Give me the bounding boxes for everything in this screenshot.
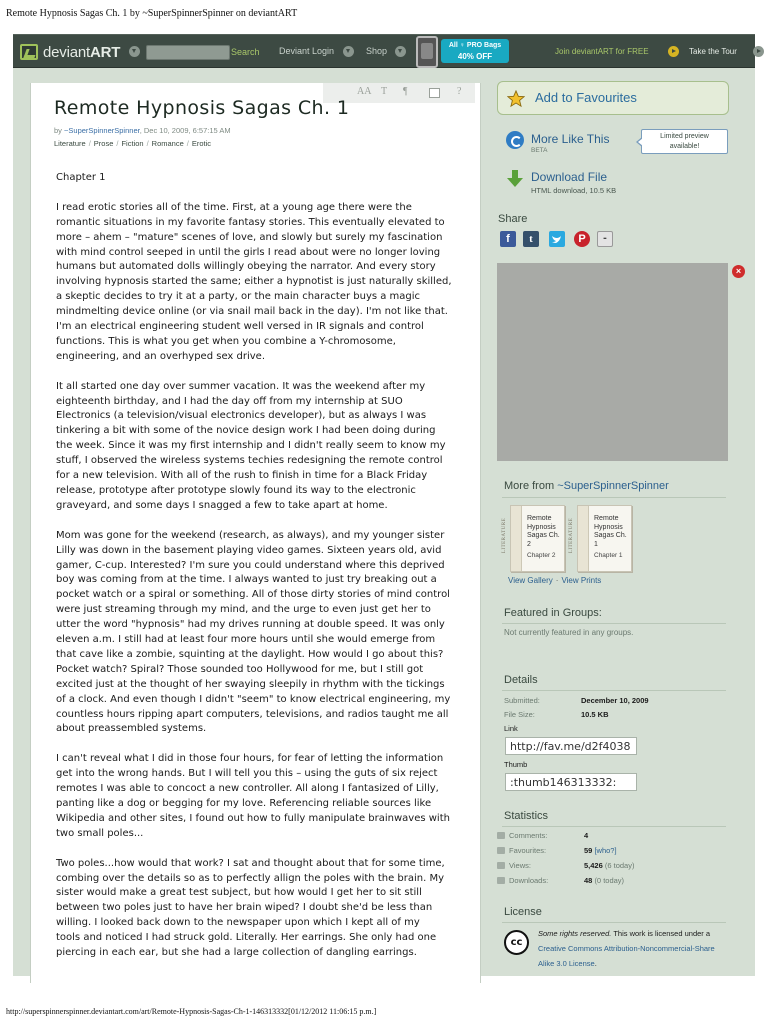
help-tool[interactable]: ? — [457, 86, 462, 97]
view-gallery-link[interactable]: View Gallery — [508, 576, 553, 585]
story-paragraph — [56, 529, 476, 738]
submitted-label: Submitted: — [504, 696, 540, 705]
divider — [502, 826, 726, 827]
author-link[interactable]: ~SuperSpinnerSpinner — [64, 126, 140, 135]
story-text — [56, 171, 476, 976]
category-link[interactable]: Erotic — [191, 139, 212, 148]
story-line: I read erotic stories all of the time. First, at a young age there were the — [56, 201, 412, 213]
submitted-value: December 10, 2009 — [581, 696, 649, 705]
story-line: tinkering a bit with some of the novice design work I had been doing during — [56, 425, 436, 437]
story-line: the week. Since it was my first internship and I didn't really seem to know my — [56, 440, 446, 452]
print-footer: http://superspinnerspinner.deviantart.com/art/Remote-Hypnosis-Sagas-Ch-1-146313332[01/12/2012 11:06:15 p.m.] — [6, 1007, 377, 1016]
paragraph-tool[interactable]: ¶ — [403, 86, 408, 97]
divider — [502, 690, 726, 691]
creative-commons-icon: cc — [504, 930, 529, 955]
who-faved-link[interactable]: [who?] — [594, 846, 617, 855]
limited-preview-tooltip — [641, 129, 728, 154]
thumbnail-spine: LITERATURE — [578, 506, 589, 571]
short-link-field[interactable]: http://fav.me/d2f4038 — [505, 737, 637, 755]
favourites-value: 59 [who?] — [584, 846, 617, 855]
story-line: I can't reveal what I did in those four hours, for fear of letting the information — [56, 753, 444, 765]
join-link[interactable]: Join deviantART for FREE — [555, 47, 649, 56]
chevron-down-icon[interactable] — [343, 46, 354, 57]
story-line: Wikipedia and other sites, I found out how to fully manipulate brainwaves with — [56, 812, 450, 824]
promo-line-1: All ♀ PRO Bags — [448, 42, 502, 49]
story-line: a skeptic decides to try it at a party, or the main character buys a magic — [56, 291, 421, 303]
chapter-heading — [56, 171, 476, 186]
downloads-label: Downloads: — [509, 876, 549, 885]
gallery-thumbnail[interactable] — [569, 505, 632, 572]
story-line: two small poles... — [56, 827, 144, 839]
page-title: Remote Hypnosis Sagas Ch. 1 — [54, 97, 350, 119]
post-date: , Dec 10, 2009, 6:57:15 AM — [139, 126, 231, 135]
story-line: release, prototype after prototype slowly found its way to the electronic — [56, 485, 416, 496]
promo-line-2: 40% OFF — [457, 52, 493, 61]
story-line: more – ahem – "mature" scenes of love, and slowly but surely my fascination — [56, 231, 443, 243]
story-line: It all started one day over summer vacation. It was the weekend after my — [56, 380, 426, 392]
story-line: stuff, I observed the wireless systems techies redesigning the remote control — [56, 455, 443, 467]
twitter-share-icon[interactable] — [549, 231, 565, 247]
thumb-code-field[interactable]: :thumb146313332: — [505, 773, 637, 791]
search-button[interactable]: Search — [231, 47, 260, 57]
gallery-thumbnail[interactable] — [502, 505, 565, 572]
story-line: for a new television. With all of the rush to finish in time for a Black Friday — [56, 470, 428, 482]
file-size-label: File Size: — [504, 710, 535, 719]
category-link[interactable]: Fiction — [121, 139, 144, 148]
story-line: graveyard, and some days I snagged a few to take apart at home. — [56, 499, 388, 511]
view-prints-link[interactable]: View Prints — [561, 576, 602, 585]
favourites-icon — [497, 847, 505, 854]
category-link[interactable]: Literature — [54, 139, 86, 148]
story-line: tools and noticed I had struck gold. Literally. Her earrings. She only had one — [56, 932, 437, 944]
gallery-links: View Gallery · View Prints — [508, 576, 602, 585]
story-line: involving hypnosis started the same; either a hypnotist is just naturally skilled, — [56, 276, 452, 288]
story-line: panting like a dog or begging for my love. Referencing reliable sources like — [56, 798, 432, 809]
author-link[interactable]: ~SuperSpinnerSpinner — [557, 480, 669, 492]
thumb-label: Thumb — [504, 760, 528, 769]
comments-label: Comments: — [509, 831, 548, 840]
chevron-right-icon[interactable] — [753, 46, 764, 57]
story-line: I'm an electrical engineering student well versed in IR signals and control — [56, 321, 424, 333]
promo-badge[interactable] — [441, 39, 509, 63]
download-file-link[interactable]: Download File — [531, 170, 608, 184]
story-line: with mind control seeped in until the girls I read about were no longer loving — [56, 246, 441, 258]
background-toggle-icon[interactable] — [429, 88, 440, 98]
deviantart-logo-icon — [20, 44, 38, 60]
close-icon[interactable]: × — [732, 265, 745, 278]
download-meta: HTML download, 10.5 KB — [531, 186, 617, 195]
more-share-icon[interactable]: - — [597, 231, 613, 247]
story-line: were just streaming through my mind, and the urge to even just get her to — [56, 604, 431, 616]
story-line: utter the word "hypnosis" had my drives running at double speed. It was only — [56, 619, 445, 631]
story-line: willing. I looked back down to the newspaper upon which I kept all of my — [56, 917, 420, 929]
story-line: of a clock. And even though I didn't "seem" to know electrical engineering, my — [56, 693, 451, 705]
story-line: excited just at the thought of her swaying sleepily in rhythm with the tickings — [56, 678, 445, 690]
thumbnail-title: Remote Hypnosis Sagas Ch. 1 — [594, 515, 627, 548]
chevron-right-icon[interactable] — [668, 46, 679, 57]
thumbnail-chapter: Chapter 1 — [594, 552, 623, 559]
downloads-value: 48 (0 today) — [584, 876, 625, 885]
divider — [502, 922, 726, 923]
download-arrow-icon[interactable] — [507, 170, 523, 188]
story-line: pocket watch or a spiral or something. All of those dirty stories of mind control — [56, 589, 450, 601]
story-line: about preassembled systems. — [56, 723, 207, 735]
beta-badge: BETA — [531, 147, 548, 154]
more-like-this-link[interactable]: More Like This — [531, 132, 610, 146]
link-label: Link — [504, 724, 518, 733]
comments-icon — [497, 832, 505, 839]
story-line: piercing in each ear, but she had a large collection of dangling earrings. — [56, 947, 417, 959]
story-line: sister would make a great test subject, but how would I get her to sit still — [56, 887, 422, 899]
facebook-share-icon[interactable]: f — [500, 231, 516, 247]
license-text: Some rights reserved. This work is licensed under a Creative Commons Attribution-Noncommercial-Share Alike 3.0 License. — [538, 929, 715, 968]
story-line: gamer, C-cup. Interested? I'm sure you could understand where this deprived — [56, 559, 445, 571]
add-to-favourites-label: Add to Favourites — [535, 90, 637, 105]
search-input[interactable] — [146, 45, 230, 60]
story-line: Lilly was down in the basement playing video games. Sixteen years old, avid — [56, 544, 442, 556]
deviant-login-link[interactable]: Deviant Login — [279, 46, 335, 56]
statistics-heading: Statistics — [504, 810, 549, 822]
chevron-down-icon[interactable] — [395, 46, 406, 57]
groups-empty-text: Not currently featured in any groups. — [504, 628, 634, 637]
print-header: Remote Hypnosis Sagas Ch. 1 by ~SuperSpinnerSpinner on deviantART — [6, 8, 298, 19]
preview-line-2: available! — [669, 143, 700, 150]
story-line: romantic situations in my favorite fantasy stories. This eventually elevated to — [56, 216, 445, 228]
story-line: engineering, and an overhyped sex drive. — [56, 350, 266, 362]
story-line: countless hours ripping apart computers, televisions, and radios taught me all — [56, 708, 449, 720]
comments-value: 4 — [584, 831, 589, 840]
take-tour-link[interactable]: Take the Tour — [689, 47, 737, 56]
story-paragraph — [56, 752, 476, 841]
tumblr-share-icon[interactable]: t — [523, 231, 539, 247]
byline: by ~SuperSpinnerSpinner, Dec 10, 2009, 6:57:15 AM — [54, 126, 231, 135]
story-paragraph — [56, 201, 476, 365]
story-line: Pocket watch? Spiral? Those sounded too Hollywood for me, but I still got — [56, 663, 424, 675]
story-line: functions. This is what you get when you combine a Y-chromosome, — [56, 335, 396, 347]
thumbnail-chapter: Chapter 2 — [527, 552, 556, 559]
story-line: eighteenth birthday, and I had the day off from my internship at SUO — [56, 395, 403, 407]
story-line: Two poles...how would that work? I sat and thought about that for some time, — [56, 857, 445, 869]
downloads-icon — [497, 877, 505, 884]
license-heading: License — [504, 906, 542, 918]
story-line: combing over the details so as to perfectly allign the poles with the brain. My — [56, 872, 445, 884]
advertisement-placeholder — [497, 263, 728, 461]
story-line: Mom was gone for the weekend (research, as always), and my younger sister — [56, 529, 445, 541]
file-size-value: 10.5 KB — [581, 710, 609, 719]
preview-line-1: Limited preview — [660, 133, 709, 140]
more-from-heading: More from ~SuperSpinnerSpinner — [504, 480, 669, 492]
story-line: between two poles just to have her brain wiped? I doubt she'd be less than — [56, 902, 433, 914]
thumbnail-title: Remote Hypnosis Sagas Ch. 2 — [527, 515, 560, 548]
bag-promo-icon[interactable] — [416, 36, 438, 68]
more-like-this-icon[interactable] — [506, 131, 524, 149]
font-face-tool[interactable]: T — [381, 86, 388, 97]
story-line: Electronics (a television/visual electronics developer), but as always I was — [56, 410, 427, 422]
star-icon — [507, 90, 525, 108]
top-nav-bar — [13, 34, 755, 68]
views-label: Views: — [509, 861, 531, 870]
story-line: get into the wrong hands. But I will tell you this – using the guts of six reject — [56, 768, 438, 780]
shop-link[interactable]: Shop — [366, 46, 388, 56]
views-icon — [497, 862, 505, 869]
category-link[interactable]: Romance — [151, 139, 184, 148]
divider — [502, 623, 726, 624]
story-paragraph — [56, 857, 476, 961]
story-line: humans but automated dolls willingly obeying the narrator. And every story — [56, 261, 436, 273]
divider — [502, 497, 726, 498]
story-line: boy was coming from at the time. I always wanted to just try breaking out a — [56, 574, 437, 586]
story-line: mindmelting device online (or via snail mail back in the day). I'm not like that. — [56, 306, 448, 318]
groups-heading: Featured in Groups: — [504, 607, 602, 619]
deviantart-logo[interactable] — [20, 43, 120, 61]
font-size-tool[interactable]: AA — [357, 86, 372, 97]
breadcrumb: Literature / Prose / Fiction / Romance / Erotic — [54, 139, 212, 148]
story-paragraph — [56, 380, 476, 514]
chevron-down-icon[interactable] — [129, 46, 140, 57]
details-heading: Details — [504, 674, 538, 686]
logo-text: deviantART — [43, 43, 121, 61]
story-line: Chapter 1 — [56, 172, 106, 183]
views-value: 5,426 (6 today) — [584, 861, 635, 870]
add-to-favourites-button[interactable] — [497, 81, 729, 115]
story-line: remotes I was able to concoct a new controller. All along I fantasized of Lilly, — [56, 783, 439, 795]
thumbnail-spine: LITERATURE — [511, 506, 522, 571]
deviation-content — [30, 83, 481, 983]
story-line: eleven a.m. I still had at least four more hours until she would emerge from — [56, 634, 436, 646]
share-heading: Share — [498, 213, 528, 225]
pinterest-share-icon[interactable]: P — [574, 231, 590, 247]
license-link[interactable]: Creative Commons Attribution-Noncommercial-Share Alike 3.0 License — [538, 944, 715, 968]
category-link[interactable]: Prose — [93, 139, 114, 148]
favourites-label: Favourites: — [509, 846, 547, 855]
story-line: that cave like a zombie, squinting at the daylight. How would I go about this? — [56, 648, 444, 660]
